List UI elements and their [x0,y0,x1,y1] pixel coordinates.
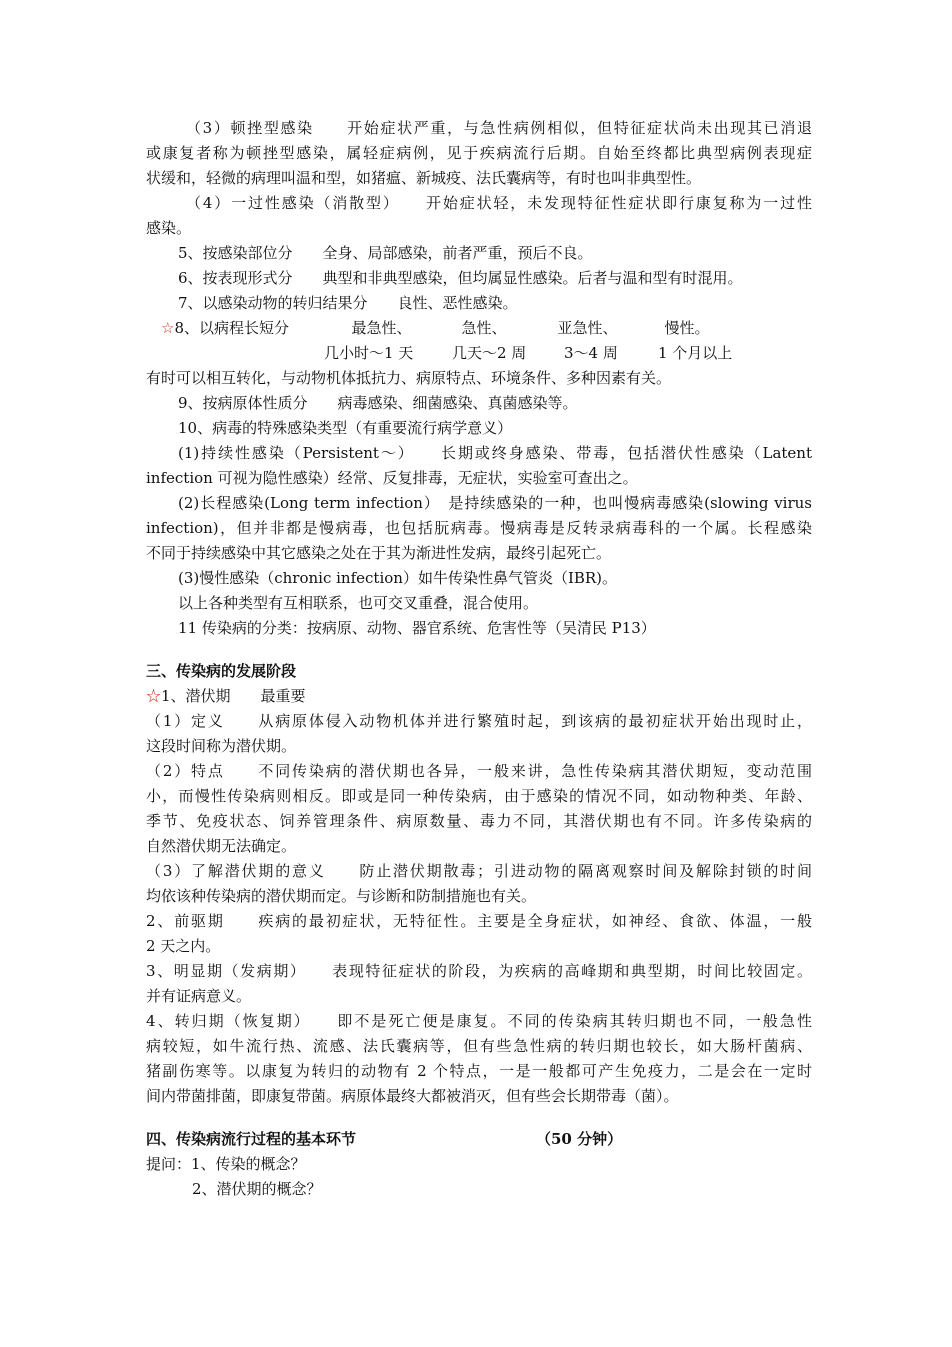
paragraph-line: 6、按表现形式分 典型和非典型感染，但均属显性感染。后者与温和型有时混用。 [178,269,743,287]
course-type: 急性、 [461,319,507,337]
section-heading-line [146,1127,812,1152]
paragraph-line: 2 天之内。 [146,937,221,955]
paragraph-line: （3）了解潜伏期的意义 防止潜伏期散毒；引进动物的隔离观察时间及解除封锁的时间 [146,862,812,880]
paragraph-line: 9、按病原体性质分 病毒感染、细菌感染、真菌感染等。 [178,394,578,412]
section-gap [146,641,812,659]
paragraph-line: 10、病毒的特殊感染类型（有重要流行病学意义） [178,419,513,437]
paragraph-line: 7、以感染动物的转归结果分 良性、恶性感染。 [178,294,518,312]
paragraph-line: 季节、免疫状态、饲养管理条件、病原数量、毒力不同，其潜伏期也有不同。许多传染病的 [146,812,812,830]
section-gap [146,1109,812,1127]
paragraph-line: 并有证病意义。 [146,987,252,1005]
paragraph-line: 均依该种传染病的潜伏期而定。与诊断和防制措施也有关。 [146,887,537,905]
document-page [146,116,812,1202]
paragraph-line: 以上各种类型有互相联系，也可交叉重叠，混合使用。 [178,594,539,612]
paragraph-line: 3、明显期（发病期） 表现特征症状的阶段，为疾病的高峰期和典型期，时间比较固定。 [146,962,812,980]
course-duration: 1 个月以上 [658,344,733,362]
paragraph-line: 或康复者称为顿挫型感染，属轻症病例，见于疾病流行后期。自始至终都比典型病例表现症 [146,144,812,162]
paragraph-line: 有时可以相互转化，与动物机体抵抗力、病原特点、环境条件、多种因素有关。 [146,369,672,387]
paragraph-line: （2）特点 不同传染病的潜伏期也各异，一般来讲，急性传染病其潜伏期短，变动范围 [146,762,812,780]
course-type: 慢性。 [664,319,710,337]
subheading-line [146,684,812,709]
paragraph-line: (1)持续性感染（Persistent～） 长期或终身感染、带毒，包括潜伏性感染（Latent [178,444,812,462]
paragraph-line: 2、前驱期 疾病的最初症状，无特征性。主要是全身症状，如神经、食欲、体温，一般 [146,912,812,930]
course-duration: 几小时～1 天 [324,344,414,362]
paragraph-line: 自然潜伏期无法确定。 [146,837,297,855]
paragraph-line: 5、按感染部位分 全身、局部感染，前者严重，预后不良。 [178,244,593,262]
paragraph-line: (2)长程感染(Long term infection） 是持续感染的一种，也叫慢病毒感染(slowing virus [178,494,812,512]
paragraph-line: 4、转归期（恢复期） 即不是死亡便是康复。不同的传染病其转归期也不同，一般急性 [146,1012,812,1030]
paragraph-line: 这段时间称为潜伏期。 [146,737,297,755]
star-icon: ☆ [146,687,162,705]
course-duration-line [146,341,812,366]
paragraph-line: infection 可视为隐性感染）经常、反复排毒，无症状，实验室可查出之。 [146,469,638,487]
course-type: 最急性、 [351,319,412,337]
paragraph-line: 感染。 [146,219,192,237]
paragraph-line: （4）一过性感染（消散型） 开始症状轻，未发现特征性症状即行康复称为一过性 [186,194,812,212]
question-line: 2、潜伏期的概念？ [192,1180,322,1198]
paragraph-line: 不同于持续感染中其它感染之处在于其为渐进性发病，最终引起死亡。 [146,544,612,562]
paragraph-line: 病较短，如牛流行热、流感、法氏囊病等，但有些急性病的转归期也较长，如大肠杆菌病、 [146,1037,812,1055]
star-icon: ☆ [161,319,175,337]
paragraph-line: 11 传染病的分类：按病原、动物、器官系统、危害性等（吴清民 P13） [178,619,656,637]
classification-label: 8、以病程长短分 [174,319,289,337]
paragraph-line: 状缓和，轻微的病理叫温和型，如猪瘟、新城疫、法氏囊病等，有时也叫非典型性。 [146,169,702,187]
course-classification-line [146,316,812,341]
paragraph-line: infection)，但并非都是慢病毒，也包括朊病毒。慢病毒是反转录病毒科的一个属。长程感染 [146,519,812,537]
paragraph-line: （1）定义 从病原体侵入动物机体并进行繁殖时起，到该病的最初症状开始出现时止， [146,712,812,730]
paragraph-line: （3）顿挫型感染 开始症状严重，与急性病例相似，但特征症状尚未出现其已消退 [186,119,812,137]
question-line: 提问：1、传染的概念？ [146,1155,306,1173]
paragraph-line: 猪副伤寒等。以康复为转归的动物有 2 个特点，一是一般都可产生免疫力，二是会在一定时 [146,1062,812,1080]
course-duration: 几天～2 周 [452,344,527,362]
section-duration: （50 分钟） [536,1130,623,1148]
section-heading: 三、传染病的发展阶段 [146,662,297,680]
paragraph-line: 小，而慢性传染病则相反。即或是同一种传染病，由于感染的情况不同，如动物种类、年龄、 [146,787,812,805]
subheading-text: 1、潜伏期 最重要 [161,687,306,705]
course-duration: 3～4 周 [564,344,618,362]
paragraph-line: 间内带菌排菌，即康复带菌。病原体最终大都被消灭，但有些会长期带毒（菌）。 [146,1087,679,1105]
section-heading: 四、传染病流行过程的基本环节 [146,1130,357,1148]
course-type: 亚急性、 [557,319,618,337]
paragraph-line: (3)慢性感染（chronic infection）如牛传染性鼻气管炎（IBR)。 [178,569,618,587]
